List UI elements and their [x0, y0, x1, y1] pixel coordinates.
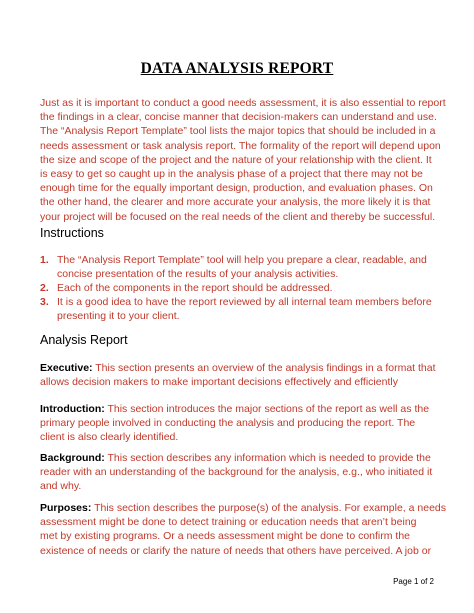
section-text: existence of needs or clarify the nature of needs that others have perceived. A job or [40, 544, 432, 557]
intro-line: Just as it is important to conduct a good needs assessment, it is also essential to report [40, 97, 446, 109]
section-label: Purposes: [40, 502, 92, 514]
intro-line: enough time for the equally important design, production, and evaluation phases. On [40, 182, 433, 195]
section-text: This section describes any information which is needed to provide the [104, 452, 431, 464]
list-item-text: concise presentation of the results of your analysis activities. [57, 268, 339, 280]
section-label: Introduction: [40, 403, 105, 415]
page-number: Page 1 of 2 [393, 577, 434, 586]
section-text: This section presents an overview of the analysis findings in a format that [92, 362, 436, 374]
list-item-text: It is a good idea to have the report reviewed by all internal team members before [57, 296, 432, 308]
section-background [40, 451, 450, 494]
analysis-heading: Analysis Report [40, 333, 128, 347]
list-item [40, 253, 450, 281]
list-item-text: presenting it to your client. [57, 310, 180, 322]
section-introduction [40, 402, 450, 445]
section-text: met by existing programs. Or a needs assessment might be done to confirm the [40, 530, 411, 543]
instructions-heading: Instructions [40, 226, 104, 240]
intro-line: needs assessment or task analysis report. The formality of the report will depend upon [40, 139, 441, 152]
section-text: This section describes the purpose(s) of the analysis. For example, a needs [91, 502, 447, 514]
intro-line: the other hand, the clearer and more accurate your analysis, the more likely it is that [40, 196, 431, 209]
list-number: 2. [40, 282, 49, 294]
list-item [40, 281, 450, 295]
intro-line: the findings in a clear, concise manner that decision-makers can understand and use. [40, 111, 437, 124]
intro-line: is easy to get so caught up in the analysis phase of a project that there may not be [40, 168, 423, 181]
section-text: reader with an understanding of the background for the analysis, e.g., who initiated it [40, 466, 433, 479]
instructions-list [40, 253, 450, 323]
intro-line: The “Analysis Report Template” tool lists the major topics that should be included in a [40, 125, 436, 138]
section-label: Executive: [40, 362, 93, 374]
intro-paragraph [40, 96, 446, 224]
list-item-text: Each of the components in the report should be addressed. [57, 282, 333, 294]
section-text: assessment might be done to detect training or education needs that aren’t being [40, 516, 417, 529]
section-text: client is also clearly identified. [40, 431, 179, 444]
document-title: DATA ANALYSIS REPORT [140, 60, 334, 77]
section-text: This section introduces the major sections of the report as well as the [104, 403, 430, 415]
intro-line: the size and scope of the project and the nature of your relationship with the client. It [40, 153, 432, 166]
intro-line: your project will be focused on the real needs of the client and thereby be successful. [40, 210, 436, 223]
section-executive [40, 361, 450, 389]
section-text: and why. [40, 480, 82, 493]
list-item [40, 295, 450, 323]
section-text: primary people involved in conducting the analysis and producing the report. The [40, 417, 416, 430]
list-number: 1. [40, 254, 49, 266]
section-purposes [40, 501, 450, 558]
list-item-text: The “Analysis Report Template” tool will help you prepare a clear, readable, and [57, 254, 427, 266]
section-label: Background: [40, 452, 105, 464]
list-number: 3. [40, 296, 49, 308]
section-text: allows decision makers to make important decisions effectively and efficiently [40, 376, 398, 389]
